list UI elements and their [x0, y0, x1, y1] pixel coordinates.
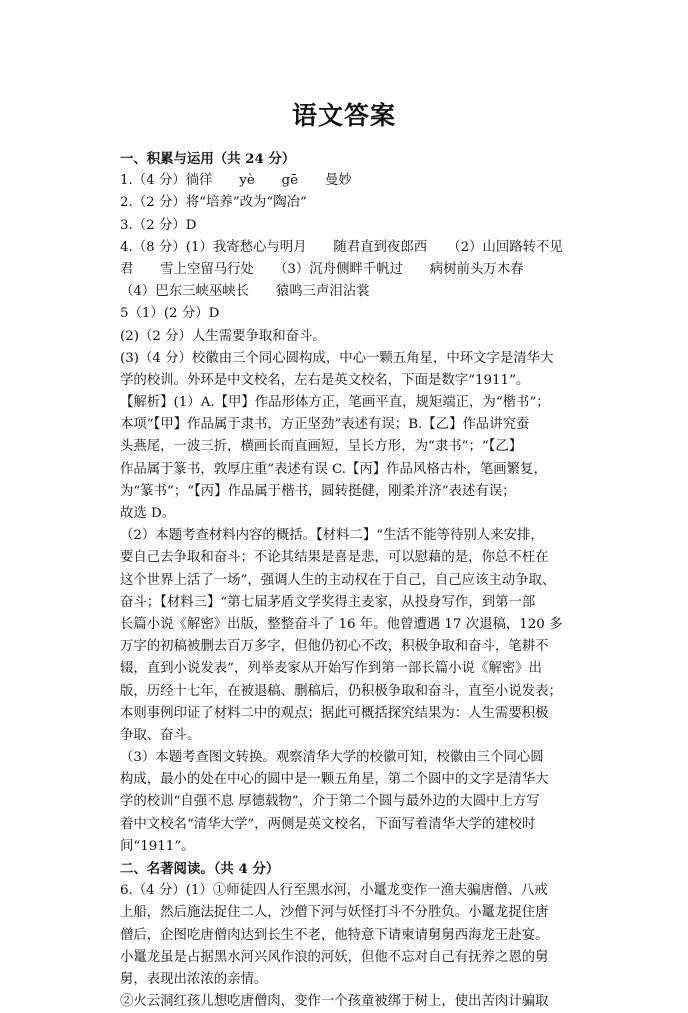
text-line: 着中文校名“清华大学”，两侧是英文校名，下面写着清华大学的建校时	[120, 816, 536, 832]
text-line: 要自己去争取和奋斗；不论其结果是喜是悲，可以慰藉的是，你总不枉在	[120, 550, 549, 566]
text-line: 4.（8 分）(1）我寄愁心与明月 随君直到夜郎西 （2）山回路转不见	[120, 239, 563, 255]
text-line: 故选 D。	[120, 506, 176, 521]
text-line: 【解析】(1）A.【甲】作品形体方正，笔画平直，规矩端正，为“楷书”；	[120, 395, 550, 411]
section-heading: 一、积累与运用（共 24 分）	[120, 151, 296, 167]
document-title: 语文答案	[291, 101, 396, 130]
text-line: 6.（4 分）(1）①师徒四人行至黑水河，小鼍龙变作一渔夫骗唐僧、八戒	[120, 883, 548, 899]
text-line: （4）巴东三峡巫峡长 猿鸣三声泪沾裳	[120, 284, 370, 300]
text-line: 作品属于篆书，敦厚庄重”表述有误 C.【丙】作品风格古朴，笔画繁复，	[120, 461, 547, 477]
text-line: 为“篆书”；“【丙】作品属于楷书，圆转挺健，刚柔并济”表述有误；	[120, 483, 516, 499]
text-line: 辍，直到小说发表”，列举麦家从开始写作到第一部长篇小说《解密》出	[120, 661, 542, 677]
answer-content	[120, 148, 580, 1013]
text-line: 间“1911”。	[120, 838, 195, 854]
section-heading: 二、名著阅读。（共 4 分）	[120, 861, 280, 877]
text-line: ②火云洞红孩儿想吃唐僧肉，变作一个孩童被绑于树上，使出苦肉计骗取	[120, 994, 549, 1010]
text-line: 奋斗；【材料三】“第七届茅盾文学奖得主麦家，从投身写作，到第一部	[120, 594, 536, 610]
text-line: 学的校训“自强不息 厚德载物”，介于第二个圆与最外边的大圆中上方写	[120, 794, 540, 810]
text-line: 君 雪上空留马行处 （3）沉舟侧畔千帆过 病树前头万木春	[120, 261, 524, 277]
text-line: （3）本题考查图文转换。观察清华大学的校徽可知，校徽由三个同心圆	[120, 750, 544, 766]
text-line: 本则事例印证了材料二中的观点；据此可概括探究结果为：人生需要积极	[120, 705, 549, 721]
text-line: 学的校训。外环是中文校名，左右是英文校名，下面是数字“1911”。	[120, 372, 530, 388]
text-line: (3)（4 分）校徽由三个同心圆构成，中心一颗五角星，中环文字是清华大	[120, 350, 554, 366]
text-line: 5（1）(2 分）D	[120, 306, 220, 322]
text-line: 头燕尾，一波三折，横画长而直画短，呈长方形，为“隶书”；“【乙】	[120, 439, 523, 455]
text-line: 这个世界上活了一场”，强调人生的主动权在于自己，自己应该主动争取、	[120, 572, 556, 588]
text-line: 版，历经十七年，在被退稿、删稿后，仍积极争取和奋斗，直至小说发表；	[120, 683, 562, 699]
text-line: 争取、奋斗。	[120, 727, 201, 743]
text-line: 万字的初稿被删去百万多字，但他仍初心不改，积极争取和奋斗，笔耕不	[120, 639, 549, 655]
text-line: (2)（2 分）人生需要争取和奋斗。	[120, 328, 326, 344]
text-line: 小鼍龙虽是占据黑水河兴风作浪的河妖，但他不忘对自己有抚养之恩的舅	[120, 949, 549, 965]
text-line: 僧后，企图吃唐僧肉达到长生不老，他特意下请柬请舅舅西海龙王赴宴。	[120, 927, 549, 943]
text-line: 3.（2 分）D	[120, 217, 197, 233]
text-line: （2）本题考查材料内容的概括。【材料二】“生活不能等待别人来安排，	[120, 528, 544, 544]
text-line: 本项“【甲】作品属于隶书，方正坚劲”表述有误；B.【乙】作品讲究蚕	[120, 417, 530, 433]
text-line: 舅，表现出浓浓的亲情。	[120, 971, 268, 987]
text-line: 上船，然后施法捉住二人，沙僧下河与妖怪打斗不分胜负。小鼍龙捉住唐	[120, 905, 549, 921]
text-line: 长篇小说《解密》出版，整整奋斗了 16 年。他曾遭遇 17 次退稿，120 多	[120, 616, 563, 632]
text-line: 2.（2 分）将“培养”改为“陶冶”	[120, 195, 307, 211]
text-line: 1.（4 分）徜徉 yè gē 曼妙	[120, 173, 352, 189]
text-line: 构成，最小的处在中心的圆中是一颗五角星，第二个圆中的文字是清华大	[120, 772, 549, 788]
